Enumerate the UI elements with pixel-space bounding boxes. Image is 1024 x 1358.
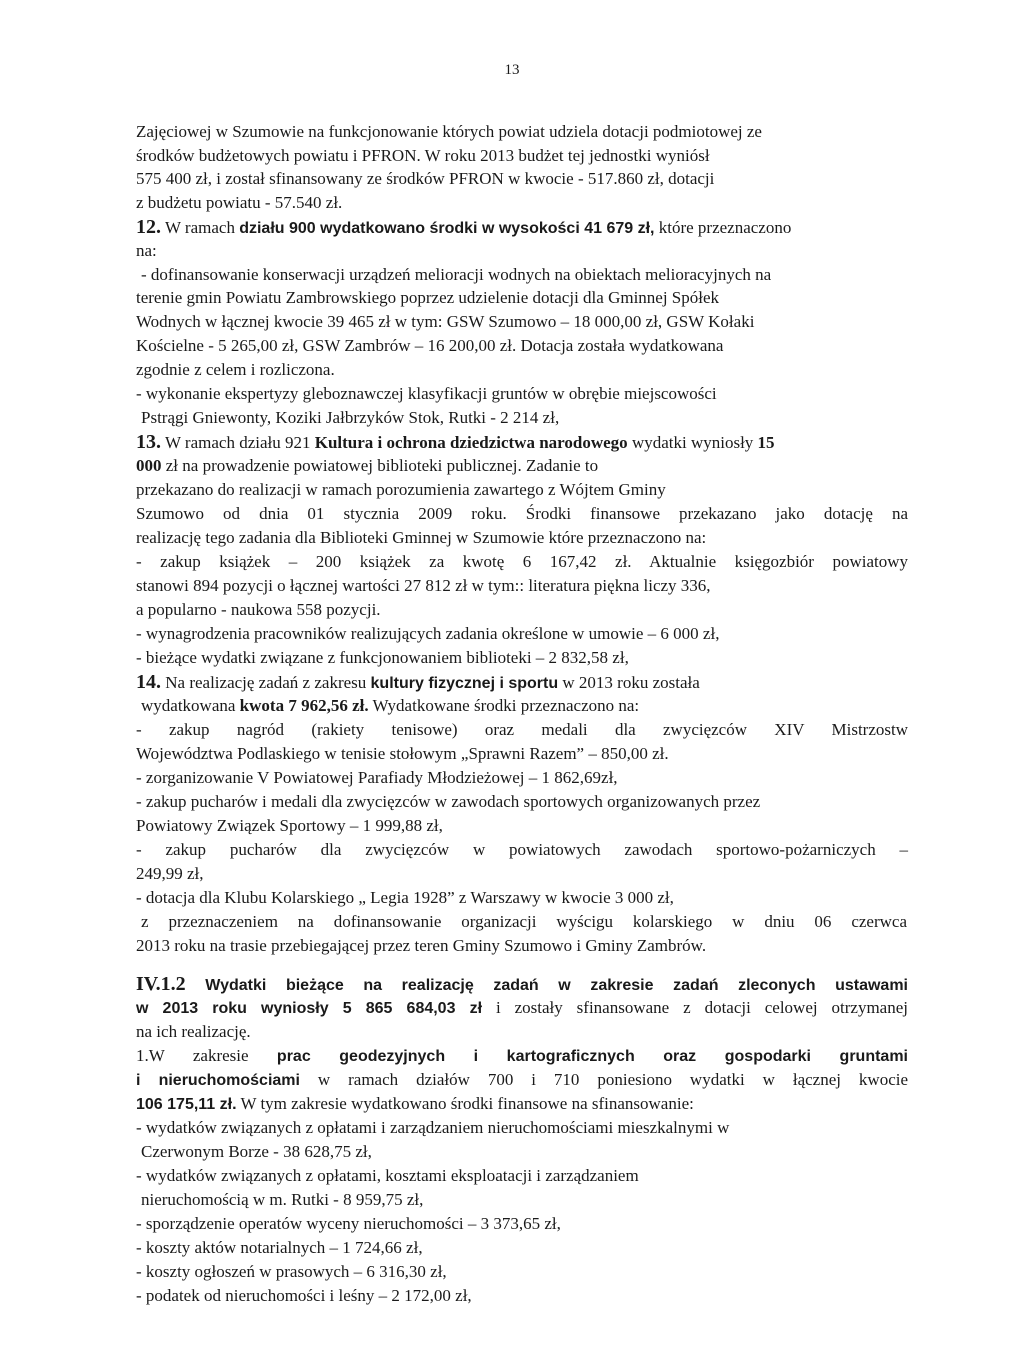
- item-number: 14.: [136, 671, 161, 693]
- page-number: 13: [504, 62, 520, 78]
- text-run: wydatkowana: [141, 696, 240, 715]
- bold-run: 106 175,11 zł.: [136, 1096, 237, 1113]
- text-line: przekazano do realizacji w ramach porozumienia zawartego z Wójtem Gminy: [136, 480, 666, 499]
- text-line: - wykonanie ekspertyzy gleboznawczej klasyfikacji gruntów w obrębie miejscowości: [136, 384, 717, 403]
- text-run: W tym zakresie wydatkowano środki finansowe na sfinansowanie:: [236, 1094, 694, 1113]
- text-run: Na realizację zadań z zakresu: [161, 673, 371, 692]
- bold-run: w 2013 roku wyniosły 5 865 684,03 zł: [136, 1000, 483, 1017]
- text-line: - sporządzenie operatów wyceny nieruchomości – 3 373,65 zł,: [136, 1214, 561, 1233]
- text-line: - bieżące wydatki związane z funkcjonowaniem biblioteki – 2 832,58 zł,: [136, 648, 629, 667]
- text-line: - dotacja dla Klubu Kolarskiego „ Legia 1928” z Warszawy w kwocie 3 000 zł,: [136, 888, 674, 907]
- text-line: - koszty aktów notarialnych – 1 724,66 zł,: [136, 1238, 423, 1257]
- bold-run: Kultura i ochrona dziedzictwa narodowego: [314, 433, 628, 452]
- text-run: W ramach: [161, 218, 240, 237]
- bold-run: Wydatki bieżące na realizację zadań w zakresie zadań zleconych ustawami: [185, 977, 908, 994]
- text-line: 2013 roku na trasie przebiegającej przez teren Gminy Szumowo i Gminy Zambrów.: [136, 936, 707, 955]
- text-line: [136, 997, 908, 1020]
- text-line: a popularno - naukowa 558 pozycji.: [136, 600, 381, 619]
- text-line: - zakup pucharów dla zwycięzców w powiatowych zawodach sportowo-pożarniczych –: [136, 840, 908, 859]
- item-12-heading: [136, 216, 791, 240]
- item-13-heading: [136, 431, 775, 454]
- text-line: [136, 1045, 908, 1068]
- text-line: - zakup pucharów i medali dla zwycięzców w zawodach sportowych organizowanych przez: [136, 792, 761, 811]
- text-line: [136, 1069, 908, 1092]
- text-line: Czerwonym Borze - 38 628,75 zł,: [141, 1142, 372, 1161]
- text-line: Kościelne - 5 265,00 zł, GSW Zambrów – 16 200,00 zł. Dotacja została wydatkowana: [136, 336, 724, 355]
- text-line: Powiatowy Związek Sportowy – 1 999,88 zł,: [136, 816, 443, 835]
- text-line: Szumowo od dnia 01 stycznia 2009 roku. Środki finansowe przekazano jako dotację na: [136, 504, 908, 523]
- text-line: 575 400 zł, i został sfinansowany ze środków PFRON w kwocie - 517.860 zł, dotacji: [136, 169, 715, 188]
- bold-run: kultury fizycznej i sportu: [370, 675, 559, 692]
- item-number: 13.: [136, 431, 161, 453]
- text-line: - wydatków związanych z opłatami, kosztami eksploatacji i zarządzaniem: [136, 1166, 639, 1185]
- text-run: w 2013 roku została: [558, 673, 700, 692]
- text-line: - zakup książek – 200 książek za kwotę 6 167,42 zł. Aktualnie księgozbiór powiatowy: [136, 552, 908, 571]
- text-line: Wodnych w łącznej kwocie 39 465 zł w tym: GSW Szumowo – 18 000,00 zł, GSW Kołaki: [136, 312, 755, 331]
- text-line: - wynagrodzenia pracowników realizujących zadania określone w umowie – 6 000 zł,: [136, 624, 720, 643]
- text-run: i zostały sfinansowane z dotacji celowej otrzymanej: [482, 998, 908, 1017]
- text-run: 1.W zakresie: [136, 1046, 277, 1065]
- text-line: - wydatków związanych z opłatami i zarządzaniem nieruchomościami mieszkalnymi w: [136, 1118, 730, 1137]
- text-line: na ich realizację.: [136, 1022, 251, 1041]
- text-line: - koszty ogłoszeń w prasowych – 6 316,30 zł,: [136, 1262, 447, 1281]
- text-run: które przeznaczono: [654, 218, 792, 237]
- text-line: [136, 455, 598, 477]
- bold-run: i nieruchomościami: [136, 1072, 300, 1089]
- text-line: - zakup nagród (rakiety tenisowe) oraz medali dla zwycięzców XIV Mistrzostw: [136, 720, 908, 739]
- text-line: Województwa Podlaskiego w tenisie stołowym „Sprawni Razem” – 850,00 zł.: [136, 744, 669, 763]
- text-line: zgodnie z celem i rozliczona.: [136, 360, 335, 379]
- bold-run: 15: [757, 433, 775, 452]
- text-line: Zajęciowej w Szumowie na funkcjonowanie których powiat udziela dotacji podmiotowej ze: [136, 122, 762, 141]
- text-run: w ramach działów 700 i 710 poniesiono wydatki w łącznej kwocie: [299, 1070, 909, 1089]
- text-line: [136, 1093, 694, 1116]
- bold-run: prac geodezyjnych i kartograficznych oraz gospodarki gruntami: [276, 1048, 908, 1065]
- text-run: W ramach działu 921: [161, 433, 315, 452]
- text-run: Wydatkowane środki przeznaczono na:: [368, 696, 640, 715]
- item-14-heading: [136, 671, 700, 695]
- bold-run: działu 900 wydatkowano środki w wysokości 41 679 zł,: [239, 220, 655, 237]
- text-line: na:: [136, 241, 157, 260]
- text-line: stanowi 894 pozycji o łącznej wartości 27 812 zł w tym:: literatura piękna liczy 336,: [136, 576, 711, 595]
- text-line: realizację tego zadania dla Biblioteki Gminnej w Szumowie które przeznaczono na:: [136, 528, 707, 547]
- text-line: 249,99 zł,: [136, 864, 204, 883]
- text-run: zł na prowadzenie powiatowej biblioteki publicznej. Zadanie to: [161, 456, 599, 475]
- section-heading: [136, 973, 908, 997]
- text-line: [141, 695, 639, 717]
- text-line: nieruchomością w m. Rutki - 8 959,75 zł,: [141, 1190, 424, 1209]
- text-line: - dofinansowanie konserwacji urządzeń melioracji wodnych na obiektach melioracyjnych na: [141, 265, 772, 284]
- text-line: z przeznaczeniem na dofinansowanie organizacji wyścigu kolarskiego w dniu 06 czerwca: [141, 912, 907, 931]
- bold-run: 000: [136, 456, 162, 475]
- section-number: IV.1.2: [136, 973, 186, 995]
- text-run: wydatki wyniosły: [627, 433, 758, 452]
- text-line: terenie gmin Powiatu Zambrowskiego poprzez udzielenie dotacji dla Gminnej Spółek: [136, 288, 720, 307]
- text-line: z budżetu powiatu - 57.540 zł.: [136, 193, 343, 212]
- text-line: środków budżetowych powiatu i PFRON. W roku 2013 budżet tej jednostki wyniósł: [136, 146, 710, 165]
- item-number: 12.: [136, 216, 161, 238]
- text-line: - podatek od nieruchomości i leśny – 2 172,00 zł,: [136, 1286, 472, 1305]
- bold-run: kwota 7 962,56 zł.: [239, 696, 369, 715]
- text-line: - zorganizowanie V Powiatowej Parafiady Młodzieżowej – 1 862,69zł,: [136, 768, 618, 787]
- text-line: Pstrągi Gniewonty, Koziki Jałbrzyków Stok, Rutki - 2 214 zł,: [141, 408, 560, 427]
